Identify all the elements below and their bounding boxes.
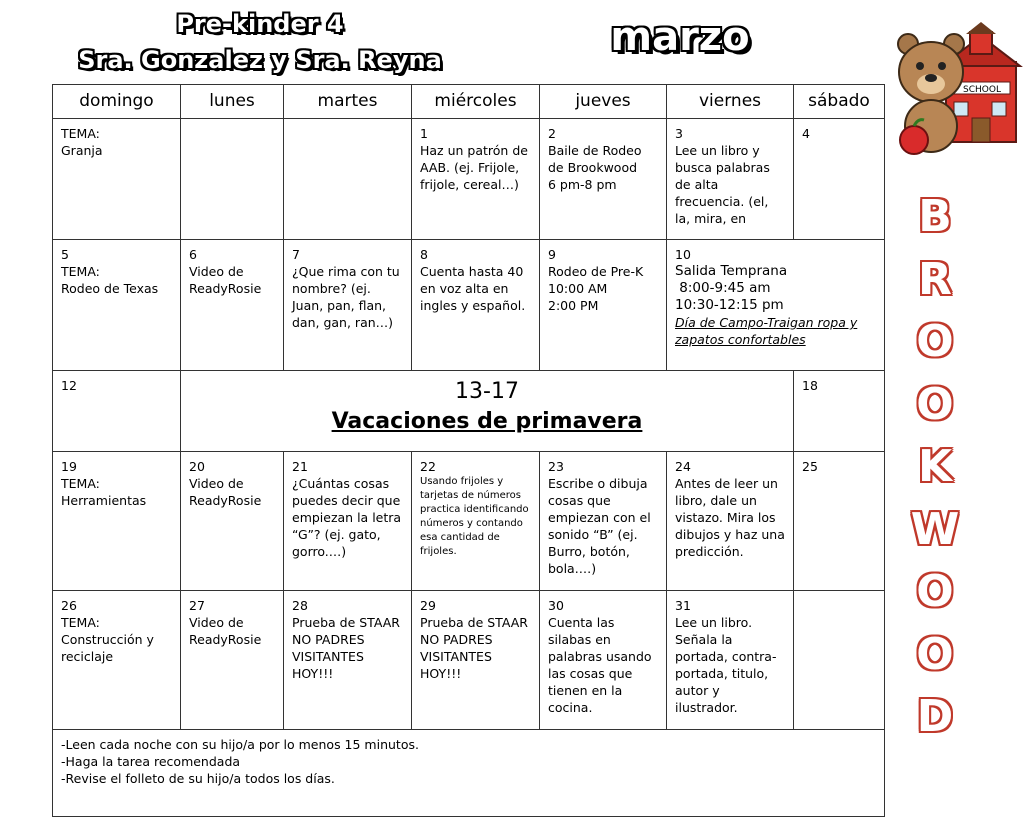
cell-text: 30 Cuenta las silabas en palabras usando las cosas que tienen en la cocina. [548,598,652,715]
week5-monday [181,591,284,730]
cell-text: 25 [802,459,818,474]
cell-text: 21 ¿Cuántas cosas puedes decir que empiezan la letra “G”? (ej. gato, gorro.…) [292,459,402,559]
day-header-thursday: jueves [540,85,667,119]
week2-friday [667,240,885,371]
week5-sunday [53,591,181,730]
week5-tuesday [284,591,412,730]
cell-text: 24 Antes de leer un libro, dale un vistazo. Mira los dibujos y haz una predicción. [675,459,785,559]
week2-tuesday [284,240,412,371]
cell-text: 29 Prueba de STAAR NO PADRES VISITANTES HOY!!! [420,598,528,681]
week2-thursday [540,240,667,371]
week3-sunday [53,371,181,452]
day-header-monday: lunes [181,85,284,119]
week4-friday [667,452,794,591]
spring-break-dates: 13-17 [455,379,519,404]
letter: K [917,441,953,492]
letter: O [916,316,954,367]
week5-saturday [794,591,885,730]
day-header-friday: viernes [667,85,794,119]
svg-text:SCHOOL: SCHOOL [963,85,1001,95]
bear-school-clipart [884,22,1024,160]
day-header-sunday: domingo [53,85,181,119]
week4-monday [181,452,284,591]
cell-text: 6 Video de ReadyRosie [189,247,262,296]
cell-day-number: 10 [675,247,691,262]
week4-saturday [794,452,885,591]
early-release-time-1: 8:00-9:45 am [675,280,771,296]
title-line-2: Sra. Gonzalez y Sra. Reyna [78,46,442,74]
spring-break-title: Vacaciones de primavera [331,409,643,434]
week4-tuesday [284,452,412,591]
week1-thursday [540,119,667,240]
cell-text: 3 Lee un libro y busca palabras de alta frecuencia. (el, la, mira, en [675,126,770,226]
cell-text: 18 [802,378,818,393]
letter: O [916,378,954,430]
cell-text: 26 TEMA: Construcción y reciclaje [61,598,154,664]
cell-text: 4 [802,126,810,141]
letter: D [916,691,954,742]
day-header-tuesday: martes [284,85,412,119]
cell-text: 5 TEMA: Rodeo de Texas [61,247,159,296]
week5-friday [667,591,794,730]
cell-text: 23 Escribe o dibuja cosas que empiezan con el sonido “B” (ej. Burro, botón, bola.…) [548,459,651,576]
week1-wednesday [412,119,540,240]
week1-sunday [53,119,181,240]
week5-wednesday [412,591,540,730]
week5-thursday [540,591,667,730]
title-line-1: Pre-kinder 4 [176,10,344,38]
cell-text: 8 Cuenta hasta 40 en voz alta en ingles y español. [420,247,526,313]
week1-friday [667,119,794,240]
cell-text: TEMA: Granja [61,126,103,158]
letter: B [918,191,952,242]
cell-text: 7 ¿Que rima con tu nombre? (ej. Juan, pan, flan, dan, gan, ran…) [292,247,400,330]
week3-saturday [794,371,885,452]
cell-text: 12 [61,378,77,393]
cell-text: 28 Prueba de STAAR NO PADRES VISITANTES HOY!!! [292,598,400,681]
week2-monday [181,240,284,371]
cell-text: 31 Lee un libro. Señala la portada, contra-portada, titulo, autor y ilustrador. [675,598,777,715]
cell-text: 2 Baile de Rodeo de Brookwood 6 pm-8 pm [548,126,642,192]
week1-tuesday [284,119,412,240]
week4-wednesday [412,452,540,591]
week4-sunday [53,452,181,591]
week1-monday [181,119,284,240]
notes-cell [53,730,885,817]
note-3: -Revise el folleto de su hijo/a todos los días. [61,771,335,786]
cell-day-number: 22 [420,459,436,474]
early-release: Salida Temprana [675,263,788,279]
week4-thursday [540,452,667,591]
spring-break-cell [181,371,794,452]
brookwood-vertical-title [908,186,962,749]
note-1: -Leen cada noche con su hijo/a por lo menos 15 minutos. [61,737,419,752]
cell-text: 9 Rodeo de Pre-K 10:00 AM 2:00 PM [548,247,644,313]
cell-text: 20 Video de ReadyRosie [189,459,262,508]
cell-text: 1 Haz un patrón de AAB. (ej. Frijole, frijole, cereal…) [420,126,528,192]
letter: O [916,628,954,680]
day-header-wednesday: miércoles [412,85,540,119]
letter: W [910,503,960,555]
day-header-saturday: sábado [794,85,885,119]
cell-text: Usando frijoles y tarjetas de números practica identificando números y contando esa cantidad de frijoles. [420,476,529,557]
letter: R [918,253,952,305]
week2-sunday [53,240,181,371]
cell-text: 27 Video de ReadyRosie [189,598,262,647]
letter: O [916,566,954,617]
month-title: marzo [610,14,750,60]
field-day-note: Día de Campo-Traigan ropa y zapatos confortables [675,315,858,347]
early-release-time-2: 10:30-12:15 pm [675,297,784,313]
week1-saturday [794,119,885,240]
note-2: -Haga la tarea recomendada [61,754,241,769]
week2-wednesday [412,240,540,371]
cell-text: 19 TEMA: Herramientas [61,459,147,508]
calendar-grid [52,84,885,817]
bear-icon [898,34,964,154]
header-title [60,6,460,78]
